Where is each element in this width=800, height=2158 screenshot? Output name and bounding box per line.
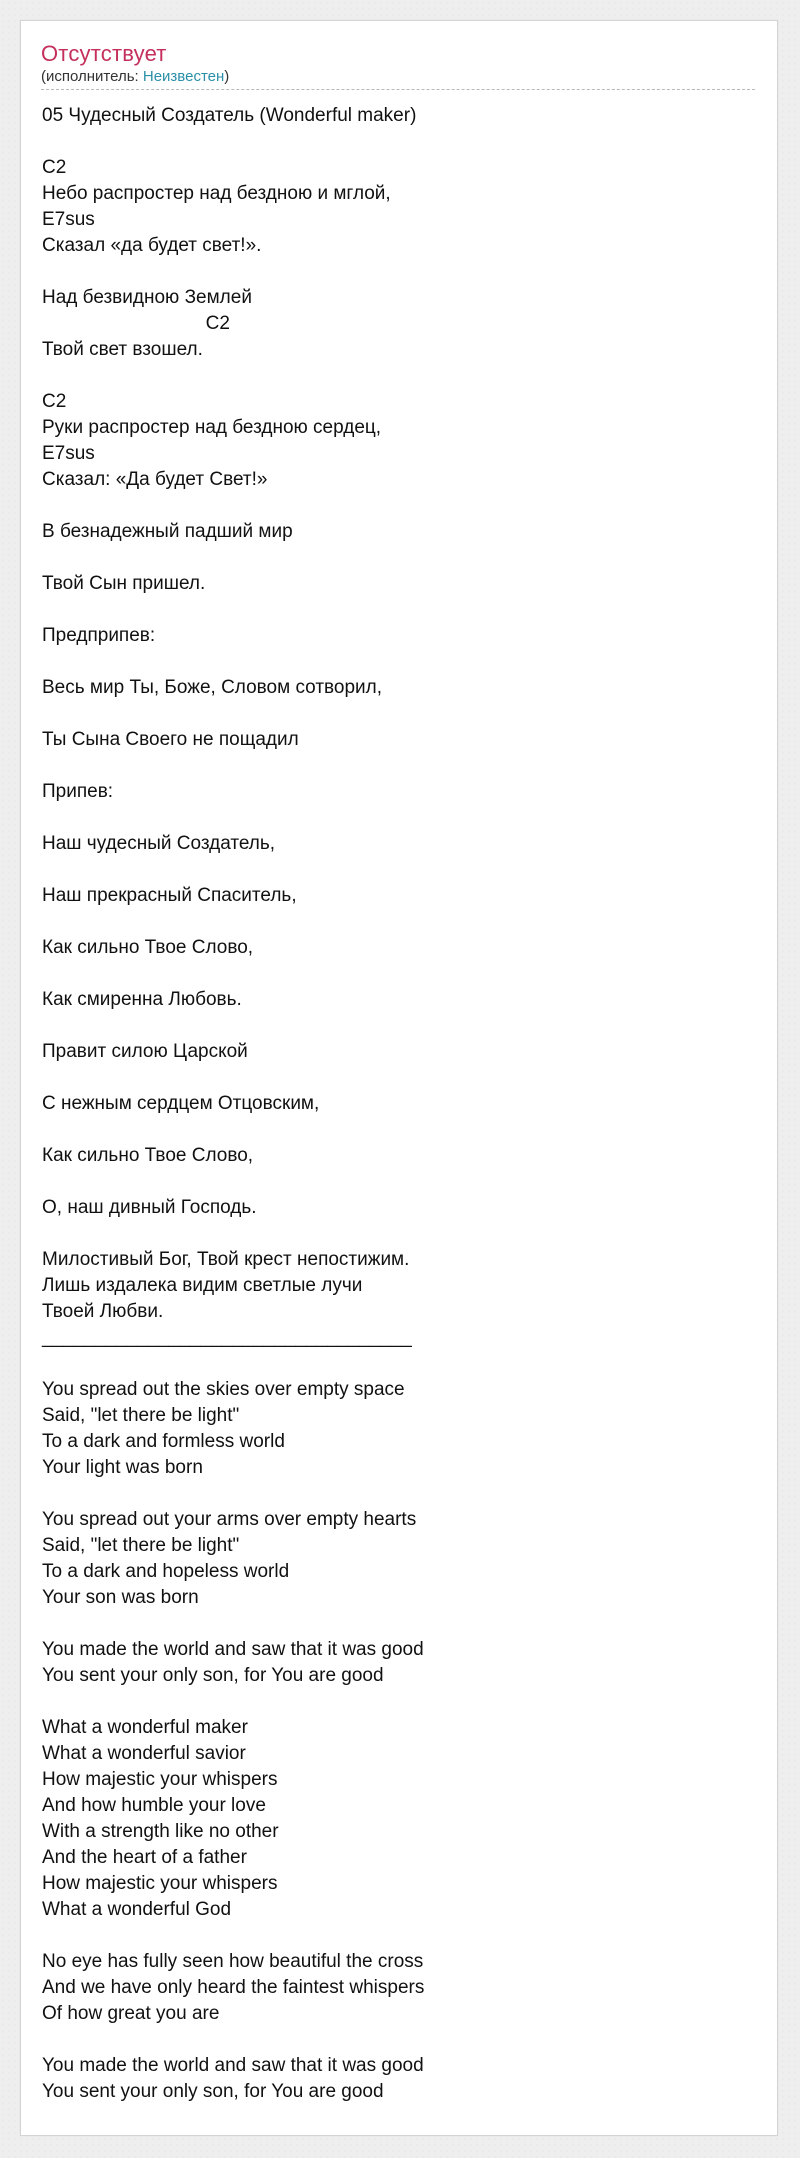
artist-link[interactable]: Неизвестен xyxy=(142,68,225,85)
lyrics-text: 05 Чудесный Создатель (Wonderful maker) C2 Небо распростер над безднoю и мглой, E7sus Сказал «да будет свет!». Над безвидною Землей C2 Твой свет взошел. C2 Руки распростер над бездною сердец, E7sus Сказал: «Да будет Свет!» В безнадежный падший мир Твой Сын пришел. Предприпев: Весь мир Ты, Боже, Словом сотворил, Ты Сына Своего не пощадил Припев: Наш чудесный Создатель, Наш прекрасный Спаситель, Как сильно Твое Слово, Как смиренна Любовь. Правит силою Царской С нежным сердцем Отцовским, Как сильно Твое Слово, О, наш дивный Господь. Милостивый Бог, Твой крест непостижим. Лишь издалека видим светлые лучи Твоей Любви. ___________________________________ You spread out the skies over empty space Said, "let there be light" To a dark and formless world Your light was born You spread out your arms over empty hearts Said, "let there be light" To a dark and hopeless world Your son was born You made the world and saw that it was good You sent your only son, for You are good What a wonderful maker What a wonderful savior How majestic your whispers And how humble your love With a strength like no other And the heart of a father How majestic your whispers What a wonderful God No eye has fully seen how beautiful the cross And we have only heard the faintest whispers Of how great you are You made the world and saw that it was good You sent your only son, for You are good xyxy=(42,105,425,2102)
song-title: Отсутствует xyxy=(41,41,167,66)
artist-line xyxy=(41,68,755,86)
song-header xyxy=(41,41,755,90)
lyrics-card xyxy=(20,20,778,2136)
artist-suffix: ) xyxy=(224,68,230,85)
artist-prefix: (исполнитель: xyxy=(41,68,143,85)
